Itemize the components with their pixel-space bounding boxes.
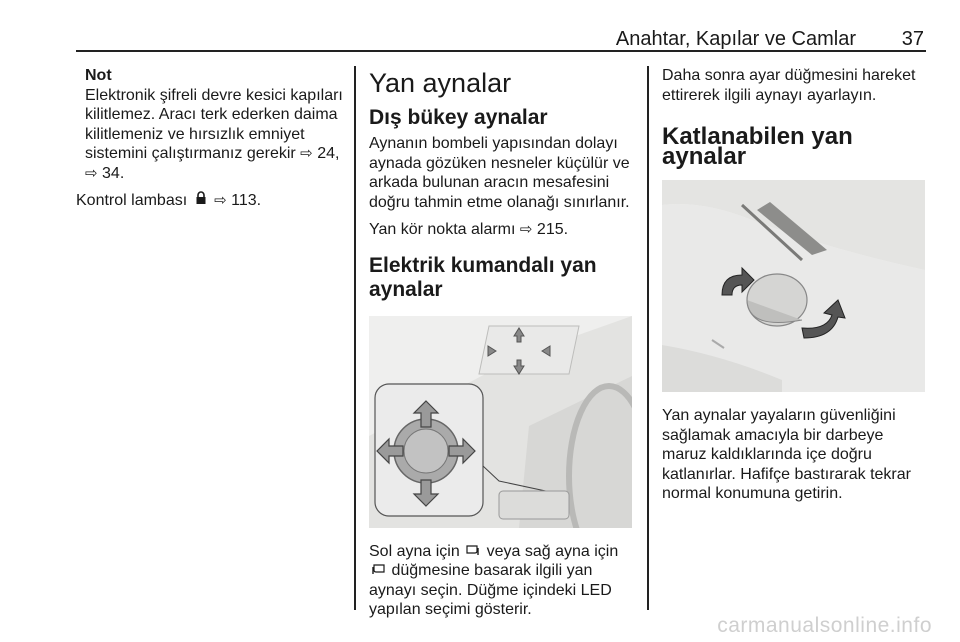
subsection-title-convex: Dış bükey aynalar bbox=[369, 106, 548, 129]
ref-arrow-icon: ⇨ bbox=[85, 164, 98, 182]
note-box bbox=[76, 66, 344, 183]
column-1 bbox=[76, 66, 344, 211]
note-ref-2[interactable]: 34. bbox=[102, 164, 125, 182]
folding-mirror-illustration bbox=[662, 180, 925, 392]
lock-icon bbox=[194, 191, 208, 211]
section-title: Yan aynalar bbox=[369, 68, 512, 98]
mirror-switch-illustration bbox=[369, 316, 632, 528]
column-divider-1 bbox=[354, 66, 356, 610]
convex-paragraph: Aynanın bombeli yapısından dolayı aynada gözüken nesneler küçülür ve arkada bulunan aracın mesafesini doğru tahmin etme olanağı sınırlanır. bbox=[369, 135, 630, 211]
blind-spot-ref[interactable]: 215. bbox=[536, 221, 569, 238]
right-mirror-icon bbox=[369, 561, 387, 581]
column-divider-2 bbox=[647, 66, 649, 610]
column-3 bbox=[662, 66, 926, 504]
subsection-title-electric: Elektrik kumandalı yan aynalar bbox=[369, 253, 597, 301]
header-title: Anahtar, Kapılar ve Camlar bbox=[615, 28, 856, 50]
blind-spot-line: Yan kör nokta alarmı ⇨ 215. bbox=[369, 221, 569, 238]
page-number: 37 bbox=[901, 28, 924, 50]
subsection-title-folding: Katlanabilen yan aynalar bbox=[662, 123, 853, 170]
mirror-select-caption: Sol ayna için veya sağ ayna için düğmesine basarak ilgili yan aynayı seçin. Düğme içindeki LED yapılan seçimi gösterir. bbox=[369, 542, 619, 618]
adjust-paragraph: Daha sonra ayar düğmesini hareket ettirerek ilgili aynayı ayarlayın. bbox=[662, 67, 916, 104]
note-text: Elektronik şifreli devre kesici kapıları kilitlemez. Aracı terk ederken daima kilitlemeniz ve hırsızlık emniyet sistemini çalıştırmanız gerekir ⇨ 24, ⇨ 34. bbox=[85, 86, 343, 182]
folding-paragraph: Yan aynalar yayaların güvenliğini sağlamak amacıyla bir darbeye maruz kaldıklarında içe doğru katlanırlar. Hafifçe bastırarak tekrar normal konumuna getirin. bbox=[662, 407, 911, 502]
lamp-ref[interactable]: 113. bbox=[231, 192, 262, 209]
header-rule bbox=[76, 50, 926, 52]
ref-arrow-icon: ⇨ bbox=[519, 221, 533, 238]
column-2 bbox=[369, 66, 637, 620]
ref-arrow-icon: ⇨ bbox=[214, 192, 227, 209]
watermark: carmanualsonline.info bbox=[717, 614, 932, 637]
page-header bbox=[76, 22, 926, 52]
ref-arrow-icon: ⇨ bbox=[300, 145, 313, 162]
control-lamp-line: Kontrol lambası ⇨ 113. bbox=[76, 192, 262, 209]
left-mirror-icon bbox=[464, 542, 482, 562]
note-ref-1[interactable]: 24, bbox=[317, 145, 340, 162]
note-title: Not bbox=[85, 67, 112, 84]
